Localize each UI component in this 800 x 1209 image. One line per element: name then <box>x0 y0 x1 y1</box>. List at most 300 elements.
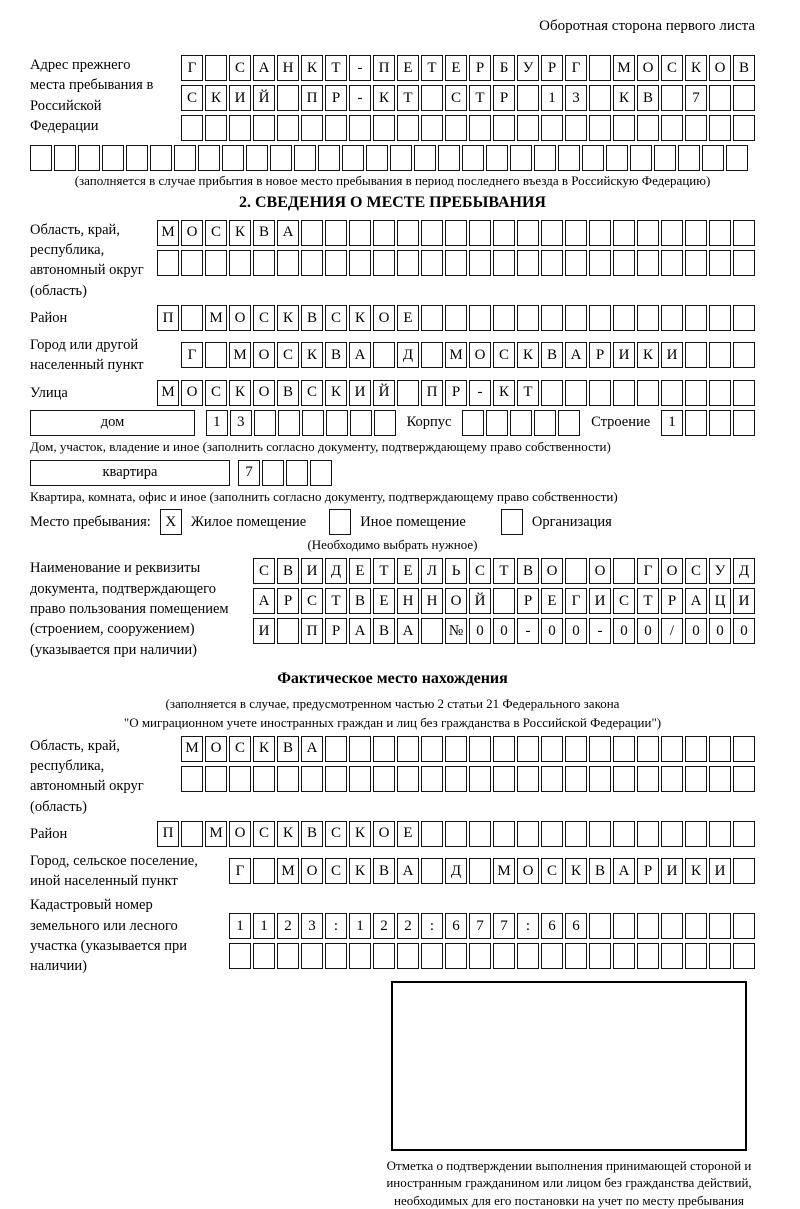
char-box[interactable] <box>565 380 587 406</box>
char-box[interactable] <box>253 766 275 792</box>
char-box[interactable]: С <box>301 380 323 406</box>
char-box[interactable]: К <box>373 85 395 111</box>
char-box[interactable] <box>205 55 227 81</box>
char-box[interactable] <box>469 250 491 276</box>
char-box[interactable] <box>373 250 395 276</box>
char-box[interactable]: : <box>421 913 443 939</box>
char-box[interactable] <box>493 766 515 792</box>
char-box[interactable] <box>486 410 508 436</box>
char-box[interactable] <box>198 145 220 171</box>
char-box[interactable]: П <box>301 85 323 111</box>
char-box[interactable] <box>685 943 707 969</box>
char-box[interactable] <box>733 342 755 368</box>
char-box[interactable]: 6 <box>565 913 587 939</box>
char-box[interactable] <box>397 220 419 246</box>
char-box[interactable] <box>253 858 275 884</box>
char-box[interactable]: Р <box>469 55 491 81</box>
char-box[interactable] <box>661 766 683 792</box>
char-box[interactable]: О <box>541 558 563 584</box>
char-box[interactable]: О <box>229 305 251 331</box>
char-box[interactable] <box>301 220 323 246</box>
char-box[interactable]: М <box>277 858 299 884</box>
char-box[interactable] <box>301 766 323 792</box>
char-box[interactable]: 1 <box>661 410 683 436</box>
char-box[interactable]: 2 <box>397 913 419 939</box>
char-box[interactable] <box>253 115 275 141</box>
checkbox-organization[interactable] <box>501 509 523 535</box>
char-box[interactable]: - <box>589 618 611 644</box>
char-box[interactable]: И <box>301 558 323 584</box>
char-box[interactable] <box>709 943 731 969</box>
char-box[interactable] <box>325 943 347 969</box>
char-box[interactable] <box>733 410 755 436</box>
char-box[interactable]: К <box>229 380 251 406</box>
char-box[interactable] <box>318 145 340 171</box>
char-box[interactable] <box>661 220 683 246</box>
char-box[interactable] <box>541 736 563 762</box>
char-box[interactable]: А <box>301 736 323 762</box>
char-box[interactable] <box>702 145 724 171</box>
char-box[interactable]: В <box>637 85 659 111</box>
char-box[interactable]: П <box>157 821 179 847</box>
char-box[interactable]: М <box>205 305 227 331</box>
char-box[interactable]: - <box>517 618 539 644</box>
char-box[interactable] <box>229 766 251 792</box>
char-box[interactable]: В <box>301 821 323 847</box>
char-box[interactable] <box>589 736 611 762</box>
char-box[interactable]: О <box>253 342 275 368</box>
char-box[interactable] <box>541 250 563 276</box>
char-box[interactable] <box>637 115 659 141</box>
char-box[interactable]: П <box>373 55 395 81</box>
char-box[interactable]: У <box>709 558 731 584</box>
char-box[interactable] <box>661 380 683 406</box>
char-box[interactable]: О <box>445 588 467 614</box>
char-box[interactable] <box>637 821 659 847</box>
char-box[interactable] <box>205 115 227 141</box>
char-box[interactable] <box>397 250 419 276</box>
char-box[interactable] <box>517 821 539 847</box>
char-box[interactable] <box>685 380 707 406</box>
char-box[interactable]: К <box>277 821 299 847</box>
char-box[interactable]: Ц <box>709 588 731 614</box>
char-box[interactable] <box>253 250 275 276</box>
char-box[interactable] <box>678 145 700 171</box>
char-box[interactable]: 3 <box>230 410 252 436</box>
char-box[interactable] <box>709 736 731 762</box>
checkbox-residential[interactable]: X <box>160 509 182 535</box>
char-box[interactable] <box>157 250 179 276</box>
char-box[interactable] <box>661 305 683 331</box>
char-box[interactable]: Т <box>397 85 419 111</box>
char-box[interactable] <box>445 305 467 331</box>
char-box[interactable]: Г <box>229 858 251 884</box>
char-box[interactable]: 1 <box>206 410 228 436</box>
char-box[interactable] <box>445 736 467 762</box>
char-box[interactable]: Т <box>421 55 443 81</box>
char-box[interactable] <box>733 85 755 111</box>
char-box[interactable]: 3 <box>301 913 323 939</box>
char-box[interactable] <box>205 766 227 792</box>
char-box[interactable]: А <box>565 342 587 368</box>
char-box[interactable]: М <box>613 55 635 81</box>
char-box[interactable]: 1 <box>253 913 275 939</box>
char-box[interactable]: Д <box>445 858 467 884</box>
char-box[interactable] <box>493 305 515 331</box>
char-box[interactable]: Е <box>349 558 371 584</box>
char-box[interactable] <box>565 220 587 246</box>
char-box[interactable] <box>733 380 755 406</box>
char-box[interactable] <box>709 305 731 331</box>
char-box[interactable] <box>397 736 419 762</box>
char-box[interactable]: С <box>205 380 227 406</box>
char-box[interactable]: 1 <box>349 913 371 939</box>
char-box[interactable]: О <box>181 380 203 406</box>
char-box[interactable] <box>493 588 515 614</box>
char-box[interactable] <box>229 943 251 969</box>
char-box[interactable]: К <box>349 858 371 884</box>
char-box[interactable]: О <box>229 821 251 847</box>
char-box[interactable]: Г <box>637 558 659 584</box>
char-box[interactable] <box>493 115 515 141</box>
char-box[interactable]: : <box>325 913 347 939</box>
char-box[interactable]: Р <box>637 858 659 884</box>
char-box[interactable] <box>301 250 323 276</box>
char-box[interactable] <box>181 115 203 141</box>
char-box[interactable]: 0 <box>469 618 491 644</box>
char-box[interactable]: С <box>229 736 251 762</box>
char-box[interactable] <box>445 220 467 246</box>
char-box[interactable] <box>613 220 635 246</box>
char-box[interactable] <box>637 913 659 939</box>
char-box[interactable]: Г <box>565 55 587 81</box>
char-box[interactable]: Г <box>181 55 203 81</box>
char-box[interactable]: В <box>373 858 395 884</box>
char-box[interactable] <box>589 250 611 276</box>
char-box[interactable] <box>685 410 707 436</box>
char-box[interactable]: С <box>613 588 635 614</box>
char-box[interactable]: Р <box>325 618 347 644</box>
char-box[interactable]: Е <box>541 588 563 614</box>
char-box[interactable] <box>349 736 371 762</box>
char-box[interactable]: Р <box>541 55 563 81</box>
char-box[interactable]: К <box>301 342 323 368</box>
char-box[interactable] <box>277 250 299 276</box>
char-box[interactable]: Т <box>637 588 659 614</box>
char-box[interactable]: К <box>493 380 515 406</box>
char-box[interactable] <box>373 943 395 969</box>
char-box[interactable] <box>421 115 443 141</box>
char-box[interactable]: В <box>589 858 611 884</box>
char-box[interactable]: Р <box>493 85 515 111</box>
char-box[interactable] <box>541 305 563 331</box>
char-box[interactable]: 0 <box>541 618 563 644</box>
char-box[interactable]: Е <box>373 588 395 614</box>
char-box[interactable] <box>733 250 755 276</box>
char-box[interactable] <box>421 618 443 644</box>
char-box[interactable] <box>565 766 587 792</box>
char-box[interactable]: Й <box>469 588 491 614</box>
char-box[interactable]: И <box>613 342 635 368</box>
char-box[interactable] <box>541 821 563 847</box>
char-box[interactable] <box>277 618 299 644</box>
char-box[interactable]: М <box>445 342 467 368</box>
char-box[interactable]: Е <box>397 558 419 584</box>
char-box[interactable] <box>469 766 491 792</box>
char-box[interactable]: К <box>277 305 299 331</box>
char-box[interactable]: И <box>733 588 755 614</box>
char-box[interactable] <box>654 145 676 171</box>
char-box[interactable] <box>325 736 347 762</box>
char-box[interactable] <box>181 766 203 792</box>
char-box[interactable]: В <box>541 342 563 368</box>
char-box[interactable] <box>310 460 332 486</box>
char-box[interactable] <box>709 85 731 111</box>
char-box[interactable]: О <box>589 558 611 584</box>
char-box[interactable] <box>558 145 580 171</box>
char-box[interactable]: С <box>253 558 275 584</box>
char-box[interactable] <box>277 766 299 792</box>
char-box[interactable]: Т <box>517 380 539 406</box>
char-box[interactable] <box>342 145 364 171</box>
char-box[interactable] <box>613 115 635 141</box>
char-box[interactable] <box>254 410 276 436</box>
char-box[interactable] <box>637 220 659 246</box>
char-box[interactable]: О <box>373 821 395 847</box>
char-box[interactable]: И <box>253 618 275 644</box>
char-box[interactable] <box>493 736 515 762</box>
char-box[interactable]: А <box>685 588 707 614</box>
char-box[interactable] <box>589 305 611 331</box>
char-box[interactable] <box>493 821 515 847</box>
char-box[interactable] <box>661 250 683 276</box>
char-box[interactable] <box>469 305 491 331</box>
char-box[interactable]: О <box>181 220 203 246</box>
char-box[interactable] <box>589 380 611 406</box>
char-box[interactable] <box>733 858 755 884</box>
char-box[interactable] <box>613 736 635 762</box>
char-box[interactable] <box>421 342 443 368</box>
char-box[interactable]: К <box>685 858 707 884</box>
char-box[interactable]: 1 <box>541 85 563 111</box>
char-box[interactable]: П <box>421 380 443 406</box>
char-box[interactable] <box>421 220 443 246</box>
char-box[interactable]: С <box>205 220 227 246</box>
char-box[interactable]: В <box>517 558 539 584</box>
char-box[interactable] <box>229 115 251 141</box>
char-box[interactable] <box>517 943 539 969</box>
char-box[interactable]: 0 <box>565 618 587 644</box>
char-box[interactable] <box>709 380 731 406</box>
char-box[interactable] <box>582 145 604 171</box>
char-box[interactable] <box>733 305 755 331</box>
char-box[interactable]: Л <box>421 558 443 584</box>
char-box[interactable] <box>726 145 748 171</box>
char-box[interactable] <box>445 943 467 969</box>
char-box[interactable] <box>126 145 148 171</box>
char-box[interactable]: Р <box>325 85 347 111</box>
char-box[interactable] <box>397 943 419 969</box>
char-box[interactable] <box>637 250 659 276</box>
char-box[interactable] <box>517 736 539 762</box>
char-box[interactable] <box>181 250 203 276</box>
char-box[interactable] <box>366 145 388 171</box>
char-box[interactable]: К <box>565 858 587 884</box>
char-box[interactable]: О <box>301 858 323 884</box>
char-box[interactable] <box>373 220 395 246</box>
char-box[interactable] <box>102 145 124 171</box>
char-box[interactable] <box>685 220 707 246</box>
char-box[interactable] <box>541 380 563 406</box>
char-box[interactable] <box>589 85 611 111</box>
char-box[interactable] <box>469 736 491 762</box>
char-box[interactable] <box>462 410 484 436</box>
char-box[interactable] <box>661 943 683 969</box>
char-box[interactable]: О <box>709 55 731 81</box>
char-box[interactable]: В <box>277 380 299 406</box>
char-box[interactable]: К <box>349 821 371 847</box>
char-box[interactable] <box>421 858 443 884</box>
char-box[interactable] <box>565 821 587 847</box>
char-box[interactable] <box>421 305 443 331</box>
char-box[interactable] <box>661 736 683 762</box>
char-box[interactable]: И <box>709 858 731 884</box>
char-box[interactable]: В <box>301 305 323 331</box>
checkbox-other-premises[interactable] <box>329 509 351 535</box>
char-box[interactable] <box>325 115 347 141</box>
char-box[interactable] <box>565 558 587 584</box>
char-box[interactable] <box>565 115 587 141</box>
char-box[interactable]: 7 <box>469 913 491 939</box>
char-box[interactable]: А <box>253 588 275 614</box>
char-box[interactable] <box>709 410 731 436</box>
char-box[interactable] <box>517 250 539 276</box>
char-box[interactable] <box>78 145 100 171</box>
char-box[interactable]: С <box>253 821 275 847</box>
char-box[interactable]: И <box>661 858 683 884</box>
char-box[interactable]: О <box>253 380 275 406</box>
char-box[interactable] <box>613 558 635 584</box>
char-box[interactable] <box>294 145 316 171</box>
char-box[interactable] <box>709 250 731 276</box>
char-box[interactable]: Н <box>397 588 419 614</box>
char-box[interactable]: М <box>157 380 179 406</box>
char-box[interactable] <box>733 913 755 939</box>
char-box[interactable] <box>733 115 755 141</box>
char-box[interactable] <box>205 342 227 368</box>
char-box[interactable]: А <box>349 342 371 368</box>
char-box[interactable]: О <box>469 342 491 368</box>
char-box[interactable] <box>517 305 539 331</box>
char-box[interactable] <box>469 115 491 141</box>
char-box[interactable] <box>709 766 731 792</box>
char-box[interactable]: К <box>205 85 227 111</box>
char-box[interactable] <box>349 250 371 276</box>
char-box[interactable] <box>661 821 683 847</box>
char-box[interactable] <box>174 145 196 171</box>
char-box[interactable]: П <box>301 618 323 644</box>
char-box[interactable]: К <box>613 85 635 111</box>
char-box[interactable] <box>349 766 371 792</box>
char-box[interactable] <box>613 943 635 969</box>
char-box[interactable] <box>253 943 275 969</box>
char-box[interactable] <box>302 410 324 436</box>
char-box[interactable]: В <box>253 220 275 246</box>
char-box[interactable]: С <box>253 305 275 331</box>
char-box[interactable]: И <box>661 342 683 368</box>
char-box[interactable] <box>685 342 707 368</box>
char-box[interactable] <box>397 115 419 141</box>
char-box[interactable]: Р <box>277 588 299 614</box>
char-box[interactable] <box>637 380 659 406</box>
char-box[interactable]: Н <box>421 588 443 614</box>
char-box[interactable] <box>613 766 635 792</box>
char-box[interactable] <box>661 913 683 939</box>
char-box[interactable] <box>421 766 443 792</box>
char-box[interactable] <box>270 145 292 171</box>
char-box[interactable] <box>637 736 659 762</box>
char-box[interactable] <box>373 736 395 762</box>
char-box[interactable] <box>685 766 707 792</box>
char-box[interactable] <box>469 943 491 969</box>
char-box[interactable] <box>325 220 347 246</box>
char-box[interactable]: В <box>733 55 755 81</box>
char-box[interactable]: С <box>181 85 203 111</box>
char-box[interactable]: И <box>589 588 611 614</box>
char-box[interactable] <box>445 821 467 847</box>
char-box[interactable] <box>349 943 371 969</box>
char-box[interactable]: А <box>253 55 275 81</box>
char-box[interactable]: В <box>373 618 395 644</box>
char-box[interactable] <box>541 766 563 792</box>
char-box[interactable] <box>246 145 268 171</box>
char-box[interactable]: 7 <box>493 913 515 939</box>
char-box[interactable] <box>277 943 299 969</box>
char-box[interactable] <box>517 115 539 141</box>
char-box[interactable] <box>733 821 755 847</box>
char-box[interactable] <box>469 858 491 884</box>
char-box[interactable]: Р <box>445 380 467 406</box>
char-box[interactable]: Д <box>325 558 347 584</box>
char-box[interactable] <box>373 115 395 141</box>
char-box[interactable]: Е <box>445 55 467 81</box>
char-box[interactable] <box>517 766 539 792</box>
char-box[interactable]: 7 <box>685 85 707 111</box>
char-box[interactable] <box>541 220 563 246</box>
char-box[interactable] <box>709 913 731 939</box>
char-box[interactable]: 0 <box>493 618 515 644</box>
char-box[interactable]: С <box>469 558 491 584</box>
char-box[interactable] <box>589 821 611 847</box>
char-box[interactable]: 2 <box>277 913 299 939</box>
char-box[interactable] <box>606 145 628 171</box>
char-box[interactable] <box>421 736 443 762</box>
char-box[interactable] <box>709 821 731 847</box>
char-box[interactable]: С <box>445 85 467 111</box>
char-box[interactable] <box>637 766 659 792</box>
char-box[interactable] <box>685 736 707 762</box>
char-box[interactable]: К <box>637 342 659 368</box>
char-box[interactable]: А <box>349 618 371 644</box>
char-box[interactable]: С <box>325 858 347 884</box>
char-box[interactable]: С <box>277 342 299 368</box>
char-box[interactable]: № <box>445 618 467 644</box>
char-box[interactable]: С <box>301 588 323 614</box>
char-box[interactable] <box>661 115 683 141</box>
char-box[interactable]: 6 <box>541 913 563 939</box>
char-box[interactable] <box>390 145 412 171</box>
char-box[interactable] <box>534 145 556 171</box>
